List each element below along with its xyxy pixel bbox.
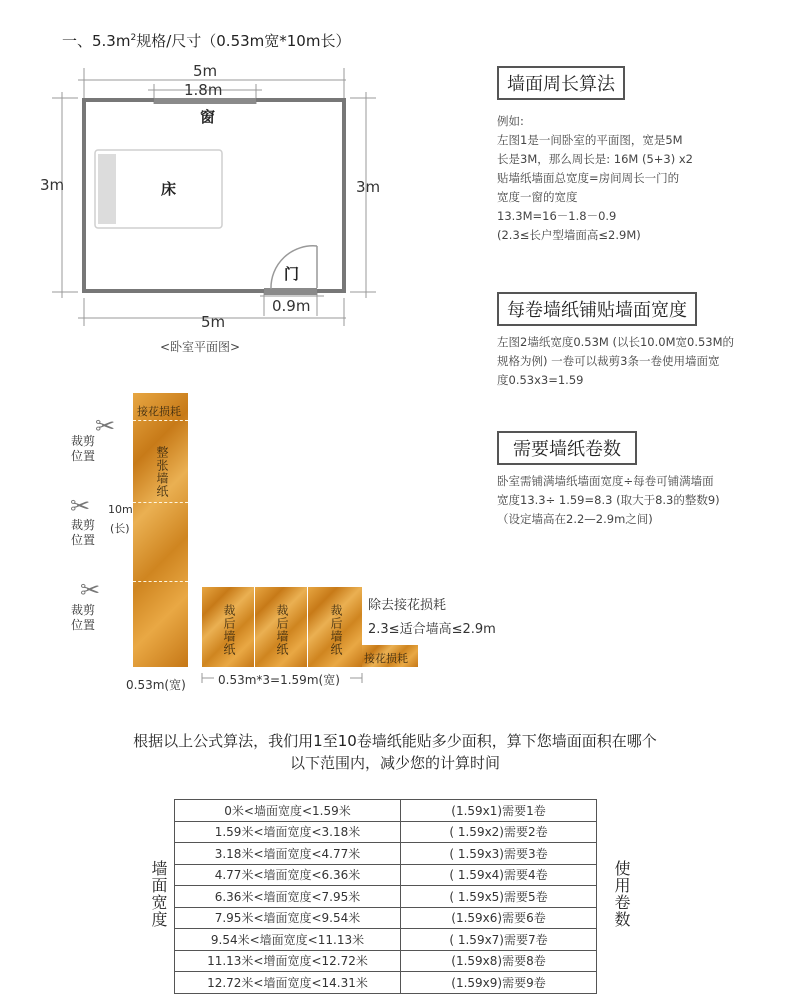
cut-line xyxy=(133,502,188,503)
cut-line xyxy=(133,581,188,582)
roll-width-line: 度0.53x3=1.59 xyxy=(497,373,584,387)
rolls-cell: ( 1.59x3)需要3卷 xyxy=(401,843,597,865)
table-right-header: 使用卷数 xyxy=(612,860,631,928)
rolls-cell: (1.59x9)需要9卷 xyxy=(401,972,597,994)
scissors-icon: ✂ xyxy=(70,492,91,520)
range-cell: 9.54米<墙面宽度<11.13米 xyxy=(175,929,401,951)
cut-position-label: 裁剪位置 xyxy=(70,603,95,632)
right-height-label: 3m xyxy=(356,178,381,196)
perimeter-line: 左图1是一间卧室的平面图，宽是5M xyxy=(497,133,683,147)
rolls-needed-text xyxy=(497,472,767,529)
summary-line: 根据以上公式算法，我们用1至10卷墙纸能贴多少面积，算下您墙面面积在哪个 xyxy=(133,732,657,750)
table-row xyxy=(175,864,597,886)
roll-width-title: 每卷墙纸铺贴墙面宽度 xyxy=(497,292,697,326)
perimeter-title: 墙面周长算法 xyxy=(497,66,625,100)
rolls-cell: (1.59x1)需要1卷 xyxy=(401,800,597,822)
top-waste-label: 接花损耗 xyxy=(137,405,181,418)
door-label: 门 xyxy=(284,265,300,283)
cut-piece-label: 裁后墙纸 xyxy=(275,604,289,656)
door-width-label: 0.9m xyxy=(272,297,311,315)
cut-position-label: 裁剪位置 xyxy=(70,518,95,547)
bottom-width-label: 5m xyxy=(201,313,226,331)
window-width-label: 1.8m xyxy=(184,81,223,99)
top-width-label: 5m xyxy=(193,62,218,80)
left-height-label: 3m xyxy=(40,176,65,194)
fit-height-label: 2.3≤适合墙高≤2.9m xyxy=(368,622,496,637)
title-prefix: 一、5.3m xyxy=(62,32,131,50)
table-left-header: 墙面宽度 xyxy=(149,860,168,928)
range-cell: 1.59米<墙面宽度<3.18米 xyxy=(175,821,401,843)
rolls-needed-line: （设定墙高在2.2—2.9m之间) xyxy=(497,512,653,526)
table-row xyxy=(175,907,597,929)
rolls-cell: ( 1.59x7)需要7卷 xyxy=(401,929,597,951)
perimeter-line: 长是3M，那么周长是: 16M (5+3) x2 xyxy=(497,152,693,166)
perimeter-line: 13.3M=16－1.8－0.9 xyxy=(497,209,617,223)
scissors-icon: ✂ xyxy=(80,576,101,604)
perimeter-line: 宽度一窗的宽度 xyxy=(497,190,578,204)
table-row xyxy=(175,843,597,865)
table-row xyxy=(175,972,597,994)
table-row xyxy=(175,800,597,822)
rolls-cell: ( 1.59x2)需要2卷 xyxy=(401,821,597,843)
range-cell: 0米<墙面宽度<1.59米 xyxy=(175,800,401,822)
wallpaper-strip xyxy=(133,393,188,667)
rolls-cell: ( 1.59x5)需要5卷 xyxy=(401,886,597,908)
range-cell: 3.18米<墙面宽度<4.77米 xyxy=(175,843,401,865)
length-unit: (长) xyxy=(110,522,130,535)
title-sup: 2 xyxy=(130,33,137,43)
strip-width-label: 0.53m(宽) xyxy=(126,678,186,692)
table-row xyxy=(175,950,597,972)
remove-waste-label: 除去接花损耗 xyxy=(368,598,447,613)
range-cell: 6.36米<墙面宽度<7.95米 xyxy=(175,886,401,908)
table-row xyxy=(175,929,597,951)
roll-width-line: 左图2墙纸宽度0.53M (以长10.0M宽0.53M的 xyxy=(497,335,735,349)
summary-line: 以下范围内，减少您的计算时间 xyxy=(289,754,500,772)
range-cell: 7.95米<墙面宽度<9.54米 xyxy=(175,907,401,929)
length-value: 10m xyxy=(108,503,133,516)
floor-plan-caption: <卧室平面图> xyxy=(160,340,241,354)
cut-position-label: 裁剪位置 xyxy=(70,434,95,463)
range-cell: 12.72米<墙面宽度<14.31米 xyxy=(175,972,401,994)
roll-width-text xyxy=(497,333,767,390)
rolls-needed-line: 卧室需铺满墙纸墙面宽度÷每卷可铺满墙面 xyxy=(497,474,714,488)
summary-paragraph xyxy=(0,730,790,774)
roll-width-line: 规格为例) 一卷可以裁剪3条一卷使用墙面宽 xyxy=(497,354,720,368)
rolls-needed-line: 宽度13.3÷ 1.59=8.3 (取大于8.3的整数9) xyxy=(497,493,720,507)
scissors-icon: ✂ xyxy=(95,412,116,440)
perimeter-line: 例如: xyxy=(497,114,524,128)
perimeter-text xyxy=(497,112,757,245)
bottom-waste-label: 接花损耗 xyxy=(364,652,408,665)
full-sheet-label: 整张墙纸 xyxy=(155,446,169,498)
table-row xyxy=(175,821,597,843)
table-row xyxy=(175,886,597,908)
bed-label: 床 xyxy=(161,180,177,198)
rolls-table xyxy=(174,799,597,994)
rolls-cell: (1.59x8)需要8卷 xyxy=(401,950,597,972)
title-suffix: 规格/尺寸（0.53m宽*10m长） xyxy=(136,32,351,50)
perimeter-line: (2.3≤长户型墙面高≤2.9M) xyxy=(497,228,641,242)
perimeter-line: 贴墙纸墙面总宽度=房间周长一门的 xyxy=(497,171,680,185)
cut-piece-label: 裁后墙纸 xyxy=(329,604,343,656)
cut-line xyxy=(133,420,188,421)
cut-piece-label: 裁后墙纸 xyxy=(222,604,236,656)
rolls-needed-title: 需要墙纸卷数 xyxy=(497,431,637,465)
rolls-cell: ( 1.59x4)需要4卷 xyxy=(401,864,597,886)
range-cell: 4.77米<墙面宽度<6.36米 xyxy=(175,864,401,886)
range-cell: 11.13米<增面宽度<12.72米 xyxy=(175,950,401,972)
total-width-label: 0.53m*3=1.59m(宽) xyxy=(218,673,340,687)
window-label: 窗 xyxy=(200,108,216,126)
rolls-cell: (1.59x6)需要6卷 xyxy=(401,907,597,929)
